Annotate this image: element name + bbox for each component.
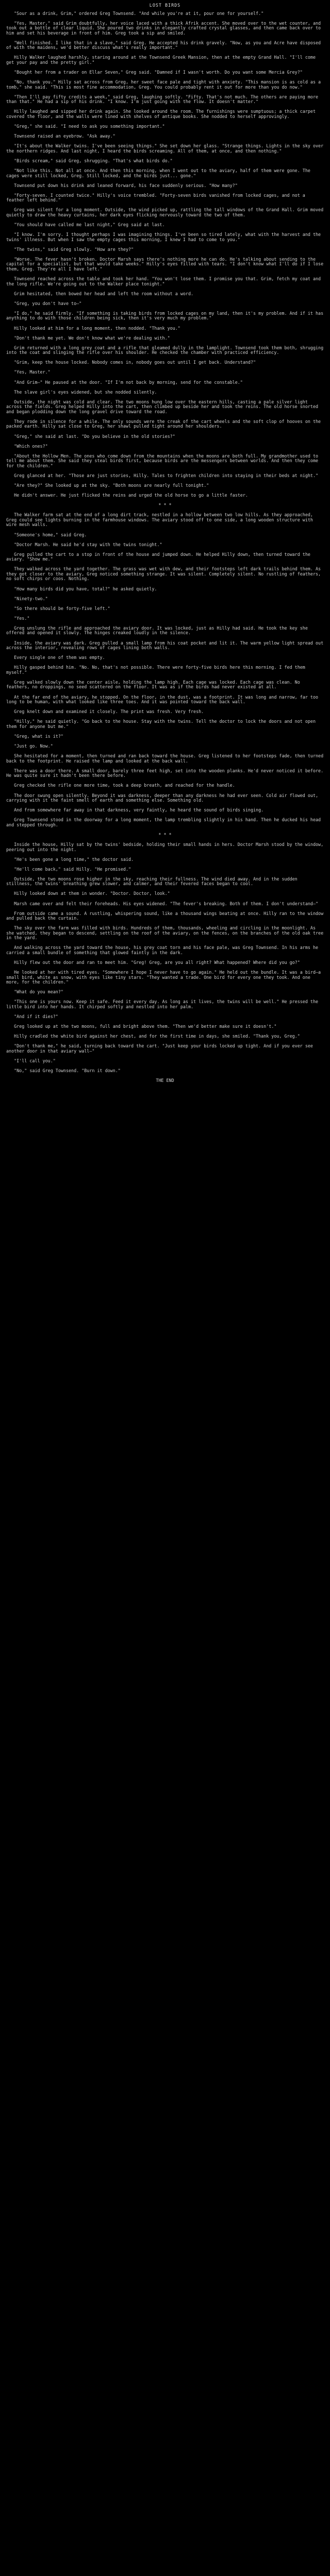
- story-paragraph: "I do," he said firmly. "If something is taking birds from locked cages on my land, then it's my problem. And if it has anything to do with those children being sick, then it's very much my problem.": [6, 310, 324, 321]
- story-paragraph: "What do you mean?": [14, 989, 63, 995]
- story-paragraph: "Greg," she said. "I need to ask you something important.": [14, 124, 165, 129]
- story-paragraph: Hilly looked at him for a long moment, then nodded. "Thank you.": [14, 325, 180, 331]
- story-page: [0, 0, 330, 1083]
- story-paragraph: "Someone's home," said Greg.: [14, 532, 87, 537]
- story-paragraph: "So there should be forty-five left.": [14, 605, 110, 611]
- story-paragraph: Inside the house, Hilly sat by the twins' bedside, holding their small hands in hers. Doctor Marsh stood by the window, peering out into the night.: [6, 841, 324, 852]
- story-paragraph: Greg looked up at the two moons, full and bright above them. "Then we'd better make sure it doesn't.": [14, 1024, 277, 1029]
- story-paragraph: "Ninety-two.": [14, 596, 48, 601]
- story-paragraph: From outside came a sound. A rustling, whispering sound, like a thousand wings beating at once. Hilly ran to the window and pulled back the curtain.: [6, 910, 324, 921]
- story-paragraph: "Hilly," he said quietly. "Go back to the house. Stay with the twins. Tell the doctor to lock the doors and not open them for anyone but me.": [6, 719, 316, 729]
- story-paragraph: "Are they?" She looked up at the sky. "Both moons are nearly full tonight.": [14, 483, 209, 488]
- story-paragraph: "Well finished. I like that in a slave," said Greg. He accepted his drink gravely. "Now, as you and Acre have disposed of with the maidens, we'd better discuss what's really important.": [6, 40, 321, 50]
- story-paragraph: "Yes, Master," said Grim doubtfully, her voice laced with a thick Afrik accent. She moved over to the wet counter, and took out a bottle of clear liquid. She poured two drinks in elegantly crafted crystal glasses, and then came back over to him and set his beverage in front of him. Greg took a sip and smiled.: [6, 20, 321, 36]
- story-paragraph: "Don't thank me," he said, turning back toward the cart. "Just keep your birds locked up tight. And if you ever see another door in that aviary wall—": [6, 1043, 313, 1054]
- story-paragraph: "Not like this. Not all at once. And then this morning, when I went out to the aviary, half of them were gone. The cages were still locked, Greg. Still locked, and the birds just... gone.": [6, 168, 310, 178]
- story-paragraph: The slave girl's eyes widened, but she nodded silently.: [14, 389, 157, 395]
- story-paragraph: Greg Townsend stood in the doorway for a long moment, the lamp trembling slightly in his hand. Then he ducked his head and stepped through.: [6, 817, 321, 827]
- story-paragraph: "He's been gone a long time," the doctor said.: [14, 856, 134, 862]
- story-paragraph: Marsh came over and felt their foreheads. His eyes widened. "The fever's breaking. Both of them. I don't understand—": [14, 901, 319, 906]
- story-paragraph: Townsend put down his drink and leaned forward, his face suddenly serious. "How many?": [14, 182, 238, 188]
- story-paragraph: "About the Hollow Men. The ones who come down from the mountains when the moons are both full. My grandmother used to tell me about them. She said they steal birds first, because birds are the messengers between worlds. And then they come for the children.": [6, 453, 319, 468]
- story-paragraph: Hilly Walker laughed harshly, staring around at the Townsend Greek Mansion, then at the empty Grand Hall. "I'll come get your pay and the pretty girl.": [6, 55, 316, 65]
- story-paragraph: Hilly gasped behind him. "No. No, that's not possible. There were forty-five birds here this morning. I fed them myself.": [6, 665, 305, 675]
- story-paragraph: "Forty-seven. I counted twice." Hilly's voice trembled. "Forty-seven birds vanished from locked cages, and not a feather left behind.": [6, 192, 305, 203]
- story-paragraph: Inside, the aviary was dark. Greg pulled a small lamp from his coat pocket and lit it. The warm yellow light spread out across the interior, revealing rows of cages lining both walls.: [6, 640, 324, 651]
- story-paragraph: "Greg," she said at last. "Do you believe in the old stories?": [14, 433, 175, 439]
- story-paragraph: "Then I'll pay fifty credits a week," said Greg, laughing softly. "Fifty. That's not much. The others are paying more than that." He had a sip of his drink. "I know. I'm just going with the flow. It doesn't matter.": [6, 94, 319, 105]
- story-paragraph: "No, thank you." Hilly sat across from Greg, her sweet face pale and tight with anxiety. "This mansion is as cold as a tomb," she said. "This is most fine accommodation, Greg. You could probably rent it out for more than you do now.": [6, 79, 321, 90]
- story-paragraph: "Birds scream," said Greg, shrugging. "That's what birds do.": [14, 158, 173, 163]
- story-paragraph: Greg knelt down and examined it closely. The print was fresh. Very fresh.: [14, 709, 204, 715]
- story-paragraph: Greg glanced at her. "Those are just stories, Hilly. Tales to frighten children into staying in their beds at night.": [14, 472, 319, 478]
- story-paragraph: She hesitated for a moment, then turned and ran back toward the house. Greg listened to her footsteps fade, then turned back to the footprint. He raised the lamp and looked at the back wall.: [6, 753, 324, 764]
- story-paragraph: Every single one of them was empty.: [14, 655, 105, 660]
- story-paragraph: "Greg, you don't have to—": [14, 300, 82, 306]
- story-paragraph: Greg walked slowly down the center aisle, holding the lamp high. Each cage was locked. Each cage was clean. No feathers, no droppings, no seed scattered on the floor. It was as if the birds had never existed at all.: [6, 679, 300, 690]
- story-paragraph: He looked at her with tired eyes. "Somewhere I hope I never have to go again." He held out the bundle. It was a bird—a small bird, white as snow, with eyes like tiny stars. "They wanted a trade. One bird for every one they took. And one more, for the children.": [6, 970, 321, 985]
- story-paragraph: "Don't thank me yet. We don't know what we're dealing with.": [14, 335, 170, 341]
- story-paragraph: They walked across the yard together. The grass was wet with dew, and their footsteps left dark trails behind them. As they got closer to the aviary, Greg noticed something strange. It was silent. Completely silent. No rustling of feathers, no soft chirps or coos. Nothing.: [6, 566, 321, 582]
- story-paragraph: "Just go. Now.": [14, 743, 53, 749]
- story-paragraph: Grim returned with a long grey coat and a rifle that gleamed dully in the lamplight. Townsend took them both, shrugging into the coat and slinging the rifle over his shoulder. He checked the chamber with practiced efficiency.: [6, 345, 324, 355]
- story-paragraph: "This one is yours now. Keep it safe. Feed it every day. As long as it lives, the twins will be well." He pressed the little bird into her hands. It chirped softly and nestled into her palm.: [6, 999, 319, 1010]
- story-paragraph: And from somewhere far away in that darkness, very faintly, he heard the sound of birds singing.: [14, 807, 264, 813]
- story-paragraph: Greg pulled the cart to a stop in front of the house and jumped down. He helped Hilly down, then turned toward the aviary. "Show me.": [6, 551, 310, 562]
- story-paragraph: "And Grim—" He paused at the door. "If I'm not back by morning, send for the constable.": [14, 379, 243, 385]
- story-paragraph: Greg unslung the rifle and approached the aviary door. It was locked, just as Hilly had said. He took the key she offered and opened it slowly. The hinges creaked loudly in the silence.: [6, 625, 308, 636]
- story-paragraph: "Grim, keep the house locked. Nobody comes in, nobody goes out until I get back. Understand?": [14, 360, 256, 365]
- story-paragraph: The door swung open silently. Beyond it was darkness, deeper than any darkness he had ever seen. Cold air flowed out, carrying with it the faint smell of earth and something else. Something old.: [6, 792, 319, 803]
- story-paragraph: "I know. I'm sorry. I thought perhaps I was imagining things. I've been so tired lately, what with the harvest and the twins' illness. But when I saw the empty cages this morning, I knew I had to come to you.": [6, 232, 321, 242]
- story-paragraph: "He'll come back," said Hilly. "He promised.": [14, 866, 131, 872]
- end-marker: THE END: [156, 1078, 174, 1083]
- story-paragraph: "I'll call you.": [14, 1058, 56, 1064]
- story-paragraph: The sky over the farm was filled with birds. Hundreds of them, thousands, wheeling and circling in the moonlight. As she watched, they began to descend, settling on the roof of the aviary, on the fences, on the branches of the old oak tree in the yard.: [6, 925, 324, 941]
- story-paragraph: Outside, the night was cold and clear. The two moons hung low over the eastern hills, casting a pale silver light across the fields. Greg helped Hilly into the cart, then climbed up beside her and took the reins. The old horse snorted and began plodding down the long gravel drive toward the road.: [6, 399, 319, 414]
- story-paragraph: "Yes, Master.": [14, 369, 51, 375]
- story-paragraph: He didn't answer. He just flicked the reins and urged the old horse to go a little faster.: [14, 493, 248, 498]
- story-paragraph: "Which ones?": [14, 443, 48, 449]
- story-body: [6, 11, 324, 1074]
- story-paragraph: "Sour as a drink, Grim," ordered Greg Townsend. "And while you're at it, pour one for yourself.": [14, 10, 264, 16]
- story-paragraph: Hilly laughed and sipped her drink again. She looked around the room. The furnishings were sumptuous; a thick carpet covered the floor, and the walls were lined with shelves of antique books. She nodded to herself approvingly.: [6, 109, 316, 120]
- story-paragraph: Greg checked the rifle one more time, took a deep breath, and reached for the handle.: [14, 783, 235, 788]
- story-paragraph: "The twins," said Greg slowly. "How are they?": [14, 246, 134, 252]
- story-paragraph: "Yes.": [14, 615, 30, 621]
- story-paragraph: "Doctor Marsh. He said he'd stay with the twins tonight.": [14, 541, 162, 547]
- story-paragraph: "Worse. The fever hasn't broken. Doctor Marsh says there's nothing more he can do. He's talking about sending to the capital for a specialist, but that would take weeks." Hilly's eyes filled with tears. "I don't know what I'll do if I lose them, Greg. They're all I have left.": [6, 256, 324, 272]
- story-paragraph: There was a door there. A small door, barely three feet high, set into the wooden planks. He'd never noticed it before. He was quite sure it hadn't been there before.: [6, 768, 324, 778]
- story-paragraph: "It's about the Walker twins. I've been seeing things." She set down her glass. "Strange things. Lights in the sky over the northern ridges. And last night, I heard the birds screaming. All of them, at once, and then nothing.": [6, 143, 324, 154]
- story-paragraph: "No," said Greg Townsend. "Burn it down.": [14, 1068, 121, 1074]
- story-paragraph: Hilly looked down at them in wonder. "Doctor. Doctor, look.": [14, 891, 170, 896]
- story-paragraph: Hilly cradled the white bird against her chest, and for the first time in days, she smiled. "Thank you, Greg.": [14, 1033, 300, 1039]
- story-paragraph: The Walker farm sat at the end of a long dirt track, nestled in a hollow between two low hills. As they approached, Greg could see lights burning in the farmhouse windows. The aviary stood off to one side, a long wooden structure with wire mesh walls.: [6, 512, 313, 528]
- story-paragraph: "Greg, what is it?": [14, 733, 63, 739]
- story-paragraph: Townsend reached across the table and took her hand. "You won't lose them. I promise you that. Grim, fetch my coat and the long rifle. We're going out to the Walker place tonight.": [6, 276, 321, 286]
- chapter-title: LOST BIRDS: [149, 3, 181, 8]
- scene-break: * * *: [158, 502, 172, 508]
- story-paragraph: "You should have called me last night," Greg said at last.: [14, 222, 165, 228]
- story-paragraph: Hilly flew out the door and ran to meet him. "Greg! Greg, are you all right? What happened? Where did you go?": [14, 960, 300, 965]
- story-paragraph: "Bought her from a trader on Ellar Seven," Greg said. "Damned if I wasn't worth. Do you want some Mercia Grey?": [14, 70, 303, 75]
- story-paragraph: They rode in silence for a while. The only sounds were the creak of the cart wheels and the soft clop of hooves on the packed earth. Hilly sat close to Greg, her shawl pulled tight around her shoulders.: [6, 418, 321, 429]
- story-paragraph: Outside, the two moons rose higher in the sky, reaching their fullness. The wind died away. And in the sudden stillness, the twins' breathing grew slower, and calmer, and their fevered faces began to cool.: [6, 876, 298, 887]
- story-paragraph: Grim hesitated, then bowed her head and left the room without a word.: [14, 291, 194, 296]
- story-paragraph: "How many birds did you have, total?" he asked quietly.: [14, 586, 157, 591]
- story-paragraph: "And if it dies?": [14, 1014, 58, 1020]
- scene-break: * * *: [158, 832, 172, 837]
- story-paragraph: Greg was silent for a long moment. Outside, the wind picked up, rattling the tall windows of the Grand Hall. Grim moved quietly to draw the heavy curtains, her dark eyes flicking nervously toward the two of them.: [6, 207, 324, 217]
- story-paragraph: Townsend raised an eyebrow. "Ask away.": [14, 133, 116, 139]
- story-paragraph: And walking across the yard toward the house, his grey coat torn and his face pale, was Greg Townsend. In his arms he carried a small bundle of something that glowed faintly in the dark.: [6, 945, 319, 955]
- story-paragraph: At the far end of the aviary, he stopped. On the floor, in the dust, was a footprint. It was long and narrow, far too long to be human, with what looked like three toes. And it was pointed toward the back wall.: [6, 694, 319, 705]
